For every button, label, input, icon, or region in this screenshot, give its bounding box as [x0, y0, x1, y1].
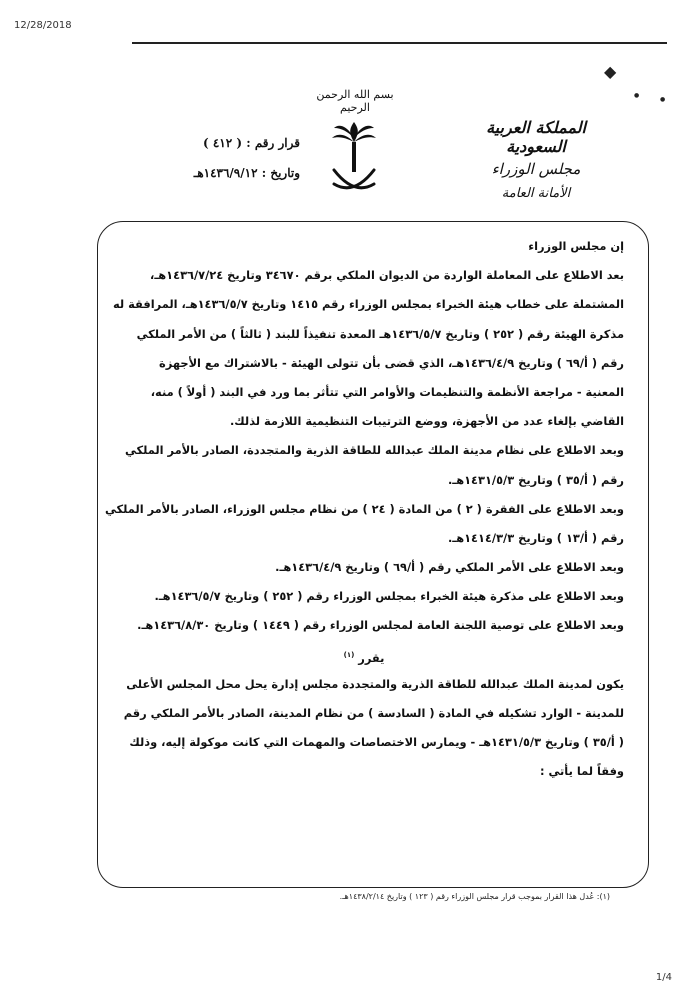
- body-line: يكون لمدينة الملك عبدالله للطاقة الذرية والمتجددة مجلس إدارة يحل محل المجلس الأعلى: [126, 676, 624, 691]
- body-line: للمدينة - الوارد تشكيله في المادة ( السادسة ) من نظام المدينة، الصادر بالأمر الملكي رقم: [123, 706, 624, 720]
- decision-number: قرار رقم : ( ٤١٢ ): [202, 136, 300, 150]
- council-name: مجلس الوزراء: [491, 160, 581, 178]
- body-line: المعنية - مراجعة الأنظمة والتنظيمات والأوامر التي تتأثر بما ورد في البند ( أولاً ) منه،: [150, 384, 624, 399]
- page-number: 1/4: [655, 972, 672, 983]
- body-line: وبعد الاطلاع على نظام مدينة الملك عبدالله للطاقة الذرية والمتجددة، الصادر بالأمر الملكي: [124, 443, 624, 458]
- decision-date: وتاريخ : ١٤٣٦/٩/١٢هـ: [193, 166, 300, 180]
- decides-word: يقرر: [358, 650, 385, 665]
- header-rule: [132, 42, 667, 44]
- body-line: القاضي بإلغاء عدد من الأجهزة، ووضع الترتيبات التنظيمية اللازمة لذلك.: [229, 414, 624, 429]
- kingdom-name: المملكة العربية السعودية: [486, 118, 586, 156]
- body-line: رقم ( أ/٣٥ ) وتاريخ ١٤٣١/٥/٣هـ.: [447, 472, 624, 487]
- footnote: (١): عُدل هذا القرار بموجب قرار مجلس الوزراء رقم ( ١٢٣ ) وتاريخ ١٤٣٨/٢/١٤هـ.: [339, 892, 610, 901]
- body-line: رقم ( أ/٦٩ ) وتاريخ ١٤٣٦/٤/٩هـ، الذي قضى بأن تتولى الهيئة - بالاشتراك مع الأجهزة: [159, 355, 624, 370]
- body-line: وبعد الاطلاع على توصية اللجنة العامة لمجلس الوزراء رقم ( ١٤٤٩ ) وتاريخ ١٤٣٦/٨/٣٠هـ.: [137, 618, 624, 633]
- saudi-emblem-icon: [330, 118, 378, 196]
- body-line: المشتملة على خطاب هيئة الخبراء بمجلس الوزراء رقم ١٤١٥ وتاريخ ١٤٣٦/٥/٧هـ، المرافقة له: [113, 297, 624, 312]
- decision-reference: [170, 128, 300, 188]
- body-line: إن مجلس الوزراء: [528, 239, 624, 253]
- decision-body: [104, 232, 624, 787]
- body-line: بعد الاطلاع على المعاملة الواردة من الديوان الملكي برقم ٣٤٦٧٠ وتاريخ ١٤٣٦/٧/٢٤هـ،: [150, 268, 624, 283]
- footnote-marker: (١): [343, 650, 355, 659]
- body-line: وبعد الاطلاع على مذكرة هيئة الخبراء بمجلس الوزراء رقم ( ٢٥٢ ) وتاريخ ١٤٣٦/٥/٧هـ.: [154, 589, 624, 604]
- body-line: وبعد الاطلاع على الفقرة ( ٢ ) من المادة ( ٢٤ ) من نظام مجلس الوزراء، الصادر بالأمر الملكي: [105, 501, 624, 516]
- body-line: وفقاً لما يأتي :: [539, 764, 624, 779]
- body-line: وبعد الاطلاع على الأمر الملكي رقم ( أ/٦٩ ) وتاريخ ١٤٣٦/٤/٩هـ.: [275, 560, 624, 575]
- basmala: بسم الله الرحمن الرحيم: [316, 88, 394, 114]
- secretariat-name: الأمانة العامة: [501, 186, 571, 201]
- decides-heading: [104, 641, 624, 670]
- body-line: ( أ/٣٥ ) وتاريخ ١٤٣١/٥/٣هـ - ويمارس الاختصاصات والمهمات التي كانت موكولة إليه، وذلك: [129, 735, 624, 750]
- body-line: مذكرة الهيئة رقم ( ٢٥٢ ) وتاريخ ١٤٣٦/٥/٧هـ المعدة تنفيذاً للبند ( ثالثاً ) من الأمر الملكي: [136, 326, 624, 341]
- issuer-header: [456, 118, 616, 201]
- body-line: رقم ( أ/١٣ ) وتاريخ ١٤١٤/٣/٣هـ.: [447, 530, 624, 545]
- print-date: 12/28/2018: [14, 20, 72, 31]
